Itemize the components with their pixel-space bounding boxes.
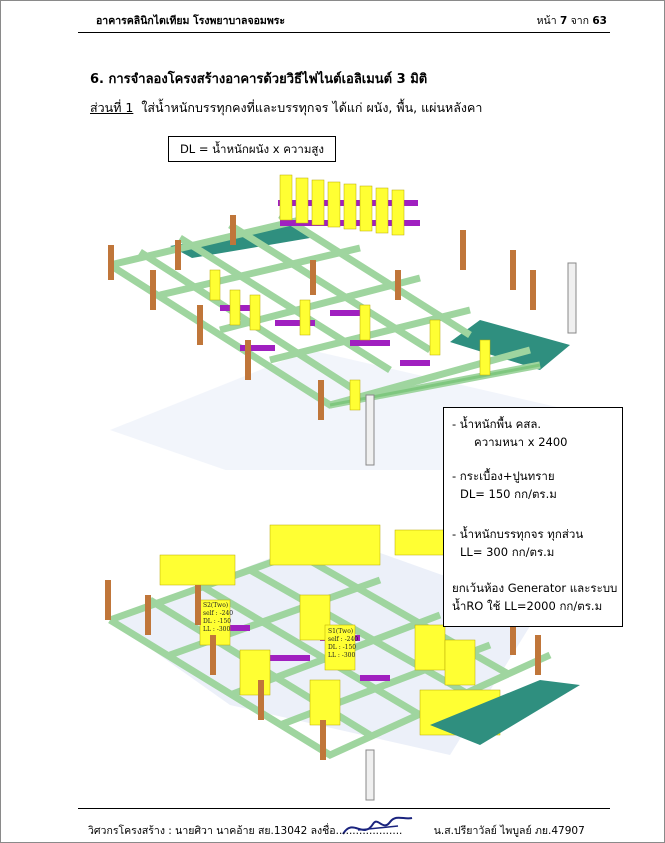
dl-formula-box: DL = น้ำหนักผนัง x ความสูง bbox=[168, 136, 336, 162]
slab-label-ll: LL : -300 bbox=[203, 626, 231, 633]
slab-label-self: self : -240 bbox=[328, 636, 359, 643]
live-load-title: - น้ำหนักบรรทุกจร ทุกส่วน bbox=[452, 527, 584, 541]
section-title: 6. การจำลองโครงสร้างอาคารด้วยวิธีไฟไนต์เอลิเมนต์ 3 มิติ bbox=[90, 72, 428, 87]
roof-panel bbox=[450, 320, 570, 370]
page-current: 7 bbox=[559, 15, 568, 27]
engineer-signature-line: วิศวกรโครงสร้าง : นายศิวา นาคอ้าย สย.13042 ลงชื่อ.................... bbox=[88, 825, 403, 837]
slab-label-dl: DL : -150 bbox=[203, 618, 232, 625]
exception-line-2: น้ำRO ใช้ LL=2000 กก/ตร.ม bbox=[452, 599, 603, 613]
slab-label-ll: LL : -300 bbox=[328, 652, 356, 659]
tile-value: DL= 150 กก/ตร.ม bbox=[460, 487, 557, 501]
live-load-value: LL= 300 กก/ตร.ม bbox=[460, 545, 555, 559]
page-total: 63 bbox=[592, 15, 607, 27]
slab-label-type: S1(Two) bbox=[328, 628, 354, 635]
slab-label-self: self : -240 bbox=[203, 610, 234, 617]
tile-title: - กระเบื้อง+ปูนทราย bbox=[452, 469, 555, 483]
page-number bbox=[537, 12, 607, 29]
part-label: ส่วนที่ 1 bbox=[90, 100, 134, 115]
slab-weight-formula: ความหนา x 2400 bbox=[474, 435, 568, 449]
page-of: จาก bbox=[570, 15, 590, 27]
part-text: ใส่น้ำหนักบรรทุกคงที่และบรรทุกจร ได้แก่ ผนัง, พื้น, แผ่นหลังคา bbox=[141, 100, 483, 115]
slab-label-type: S2(Two) bbox=[203, 602, 229, 609]
load-notes-box bbox=[443, 407, 623, 627]
part-heading bbox=[90, 98, 482, 118]
footer bbox=[88, 822, 585, 839]
document-title: อาคารคลินิกไตเทียม โรงพยาบาลจอมพระ bbox=[96, 15, 286, 27]
slab-label-dl: DL : -150 bbox=[328, 644, 357, 651]
exception-line-1: ยกเว้นห้อง Generator และระบบ bbox=[452, 581, 618, 595]
footer-rule bbox=[78, 808, 610, 809]
page-prefix: หน้า bbox=[536, 15, 557, 27]
header-rule bbox=[78, 32, 610, 33]
slab-weight-title: - น้ำหนักพื้น คสล. bbox=[452, 417, 542, 431]
checker-name: น.ส.ปรียาวัลย์ ไพบูลย์ ภย.47907 bbox=[433, 825, 585, 837]
